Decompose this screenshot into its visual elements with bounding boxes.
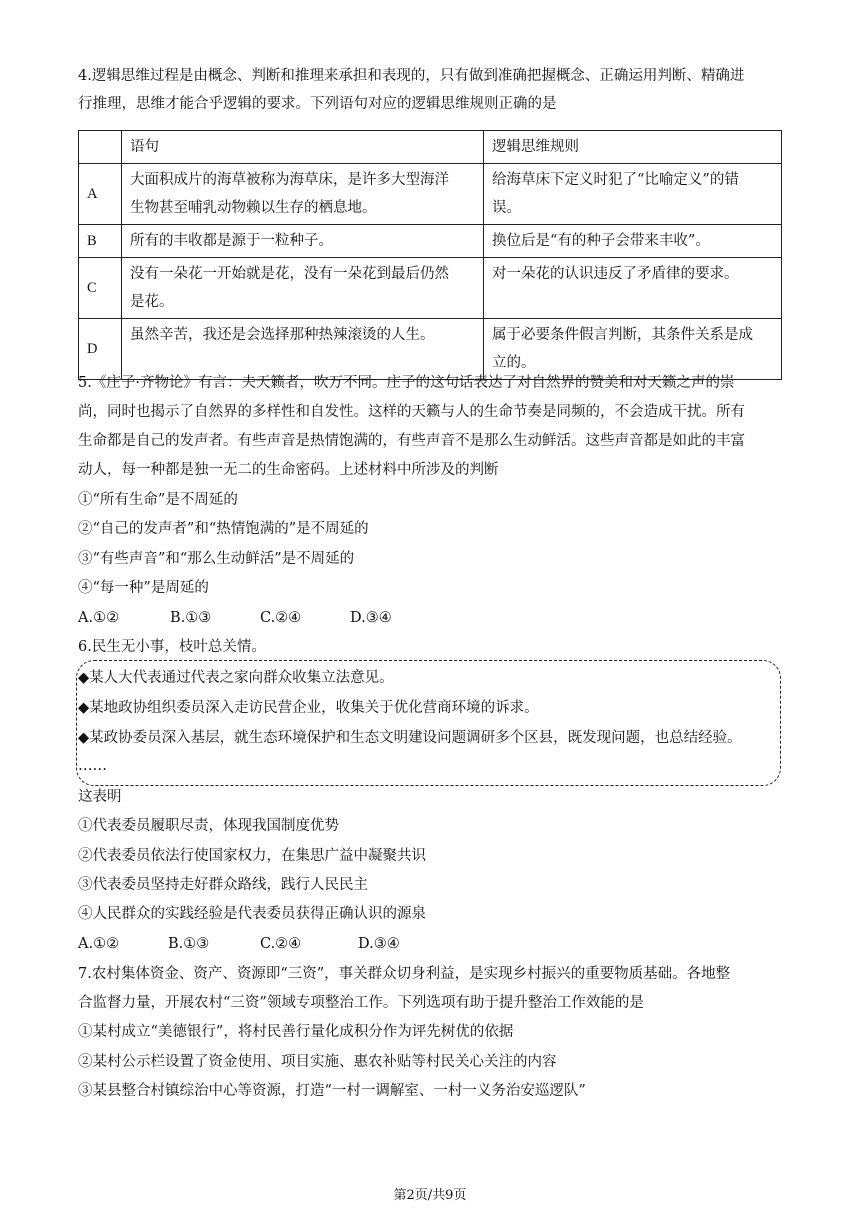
q5-stem-line: 5.《庄子·齐物论》有言：夫天籁者，吹万不同。庄子的这句话表达了对自然界的赞美和对天籁之声的崇 [78,375,735,391]
rule-cell [484,225,782,258]
q7-item: ③某县整合村镇综治中心等资源，打造“一村一调解室、一村一义务治安巡逻队” [78,1083,586,1099]
q6-choice-b: B.①③ [168,936,210,952]
q6-box-line: ◆某地政协组织委员深入走访民营企业，收集关于优化营商环境的诉求。 [78,700,539,716]
sentence-cell [122,164,484,225]
q6-stem: 6.民生无小事，枝叶总关情。 [78,639,266,655]
q5-item: ③“有些声音”和“那么生动鲜活”是不周延的 [78,551,355,567]
sentence-cell [122,319,484,380]
q7-stem-line: 合监督力量，开展农村“三资”领域专项整治工作。下列选项有助于提升整治工作效能的是 [78,995,644,1011]
rule-cell [484,258,782,319]
q7-stem-line: 7.农村集体资金、资产、资源即“三资”，事关群众切身利益，是实现乡村振兴的重要物质基础。各地整 [78,966,731,982]
table-row [79,319,782,380]
cell-line: 换位后是“有的种子会带来丰收”。 [492,233,710,249]
q5-item: ④“每一种”是周延的 [78,580,209,596]
header-cell-rule: 逻辑思维规则 [484,131,782,164]
q6-box-ellipsis: …… [78,758,107,774]
q7-item: ①某村成立“美德银行”，将村民善行量化成积分作为评先树优的依据 [78,1024,514,1040]
option-label: C [79,258,122,319]
q6-item: ②代表委员依法行使国家权力，在集思广益中凝聚共识 [78,848,426,864]
q6-item: ④人民群众的实践经验是代表委员获得正确认识的源泉 [78,906,426,922]
cell-line: 大面积成片的海草被称为海草床，是许多大型海洋 [130,172,449,188]
cell-line: 给海草床下定义时犯了“比喻定义”的错 [492,172,739,188]
cell-line: 虽然辛苦，我还是会选择那种热辣滚烫的人生。 [130,327,435,343]
q4-stem-line2: 行推理，思维才能合乎逻辑的要求。下列语句对应的逻辑思维规则正确的是 [78,96,557,112]
table-header-row [79,131,782,164]
q5-stem-line: 生命都是自己的发声者。有些声音是热情饱满的，有些声音不是那么生动鲜活。这些声音都是如此的丰富 [78,433,745,449]
q5-choice-d: D.③④ [350,610,392,626]
q4-stem-line1: 4.逻辑思维过程是由概念、判断和推理来承担和表现的，只有做到准确把握概念、正确运用判断、精确进 [78,68,745,84]
q5-stem-line: 动人，每一种都是独一无二的生命密码。上述材料中所涉及的判断 [78,462,499,478]
sentence-cell [122,225,484,258]
option-label: D [79,319,122,380]
cell-line: 立的。 [492,355,536,371]
option-label: A [79,164,122,225]
q5-item: ②“自己的发声者”和“热情饱满的”是不周延的 [78,521,369,537]
cell-line: 生物甚至哺乳动物赖以生存的栖息地。 [130,200,377,216]
q6-box-line: ◆某人大代表通过代表之家向群众收集立法意见。 [78,670,394,686]
cell-line: 是花。 [130,294,174,310]
q5-stem-line: 尚，同时也揭示了自然界的多样性和自发性。这样的天籁与人的生命节奏是同频的，不会造成干扰。所有 [78,404,745,420]
cell-line: 没有一朵花一开始就是花，没有一朵花到最后仍然 [130,266,449,282]
q6-box-line: ◆某政协委员深入基层，就生态环境保护和生态文明建设问题调研多个区县，既发现问题，也总结经验。 [78,730,742,746]
header-cell-sentence: 语句 [122,131,484,164]
q6-choice-a: A.①② [78,936,120,952]
cell-line: 所有的丰收都是源于一粒种子。 [130,233,333,249]
page-number-footer: 第2页/共9页 [393,1188,467,1203]
table-row [79,258,782,319]
q5-item: ①“所有生命”是不周延的 [78,492,238,508]
table-row [79,225,782,258]
rule-cell [484,164,782,225]
q6-choice-d: D.③④ [358,936,400,952]
q6-lead: 这表明 [78,789,122,805]
q6-choice-c: C.②④ [260,936,302,952]
rule-cell [484,319,782,380]
q6-item: ①代表委员履职尽责，体现我国制度优势 [78,818,339,834]
cell-line: 误。 [492,200,521,216]
header-cell-blank [79,131,122,164]
cell-line: 属于必要条件假言判断，其条件关系是成 [492,327,753,343]
option-label: B [79,225,122,258]
q5-choice-a: A.①② [78,610,120,626]
q7-item: ②某村公示栏设置了资金使用、项目实施、惠农补贴等村民关心关注的内容 [78,1054,557,1070]
q5-choice-b: B.①③ [170,610,212,626]
cell-line: 对一朵花的认识违反了矛盾律的要求。 [492,266,739,282]
sentence-cell [122,258,484,319]
table-row [79,164,782,225]
q5-choice-c: C.②④ [260,610,302,626]
q6-item: ③代表委员坚持走好群众路线，践行人民民主 [78,877,368,893]
q4-table [78,130,782,380]
